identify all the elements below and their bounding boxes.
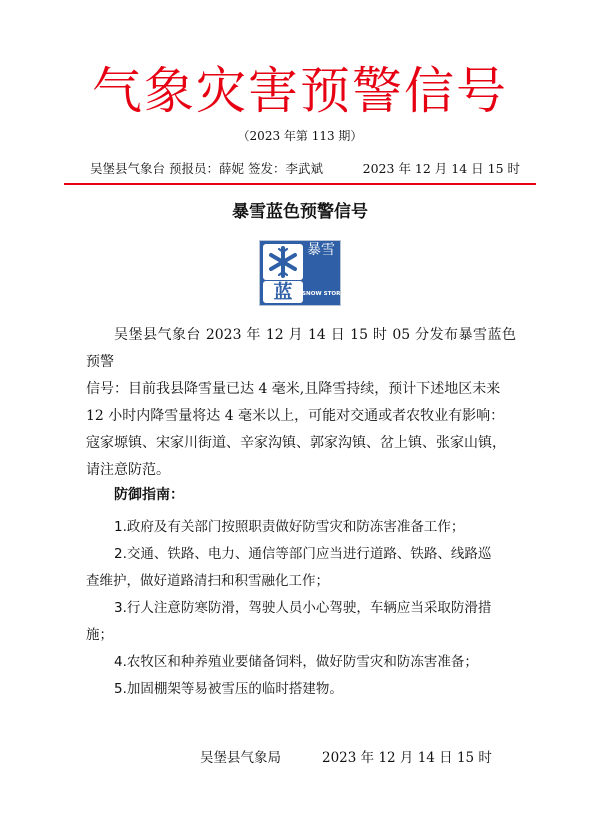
header-divider <box>64 183 536 185</box>
warning-body <box>86 322 516 484</box>
guide-item: 3.行人注意防寒防滑，驾驶人员小心驾驶，车辆应当采取防滑措 <box>114 600 492 616</box>
guide-item-continued: 查维护，做好道路清扫和积雪融化工作； <box>86 573 329 589</box>
body-line: 信号：目前我县降雪量已达 4 毫米,且降雪持续，预计下述地区未来 <box>86 381 501 397</box>
snowflake-icon <box>263 244 303 280</box>
warning-type-english: SNOW STORM <box>302 291 347 297</box>
warning-level-label: 蓝 <box>263 281 303 303</box>
body-line: 吴堡县气象台 2023 年 12 月 14 日 15 时 05 分发布暴雪蓝色预警 <box>86 327 516 370</box>
signature-org: 吴堡县气象局 <box>200 750 281 766</box>
signature-time: 2023 年 12 月 14 日 15 时 <box>322 750 492 766</box>
guide-item: 1.政府及有关部门按照职责做好防雪灾和防冻害准备工作； <box>114 519 465 535</box>
guide-item: 5.加固棚架等易被雪压的临时搭建物。 <box>114 681 343 697</box>
body-line: 12 小时内降雪量将达 4 毫米以上，可能对交通或者农牧业有影响： <box>86 408 505 424</box>
defense-guide-title: 防御指南： <box>114 487 184 503</box>
body-line: 请注意防范。 <box>86 462 170 478</box>
guide-item-continued: 施； <box>86 627 113 643</box>
issue-number: （2023 年第 113 期） <box>237 129 363 143</box>
issuer-info: 吴堡县气象台 预报员：薛妮 签发：李武斌 <box>90 161 323 176</box>
issue-time: 2023 年 12 月 14 日 15 时 <box>362 161 520 176</box>
guide-item: 4.农牧区和种养殖业要储备饲料，做好防雪灾和防冻害准备； <box>114 654 478 670</box>
defense-guide-list <box>86 514 518 703</box>
warning-title: 暴雪蓝色预警信号 <box>232 202 368 222</box>
body-line: 寇家塬镇、宋家川街道、辛家沟镇、郭家沟镇、岔上镇、张家山镇， <box>86 435 506 451</box>
masthead-title: 气象灾害预警信号 <box>92 62 508 120</box>
warning-type-label: 暴雪 <box>307 242 335 258</box>
snowstorm-blue-warning-icon <box>259 240 347 306</box>
guide-item: 2.交通、铁路、电力、通信等部门应当进行道路、铁路、线路巡 <box>114 546 492 562</box>
